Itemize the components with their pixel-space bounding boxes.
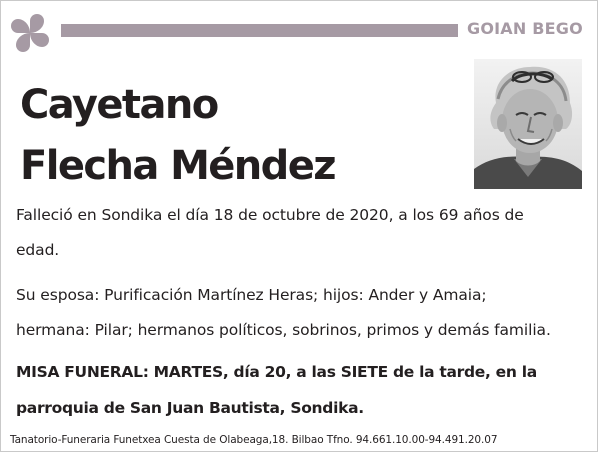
funeral-line-2: parroquia de San Juan Bautista, Sondika. — [16, 399, 364, 417]
brand-label: GOIAN BEGO — [467, 19, 583, 38]
deceased-last-names: Flecha Méndez — [20, 143, 335, 189]
lauburu-icon — [4, 7, 56, 59]
deceased-first-name: Cayetano — [20, 82, 218, 128]
funeral-line-1: MISA FUNERAL: MARTES, día 20, a las SIETE de la tarde, en la — [16, 363, 537, 381]
funeral-home-footer: Tanatorio-Funeraria Funetxea Cuesta de Olabeaga,18. Bilbao Tfno. 94.661.10.00-94.491.20.07 — [10, 434, 498, 446]
death-notice-line-1: Falleció en Sondika el día 18 de octubre de 2020, a los 69 años de — [16, 206, 524, 224]
family-line-1: Su esposa: Purificación Martínez Heras; hijos: Ander y Amaia; — [16, 286, 487, 304]
header-bar — [61, 24, 458, 37]
death-notice-line-2: edad. — [16, 241, 60, 259]
portrait-photo — [474, 59, 582, 189]
family-line-2: hermana: Pilar; hermanos políticos, sobrinos, primos y demás familia. — [16, 321, 551, 339]
